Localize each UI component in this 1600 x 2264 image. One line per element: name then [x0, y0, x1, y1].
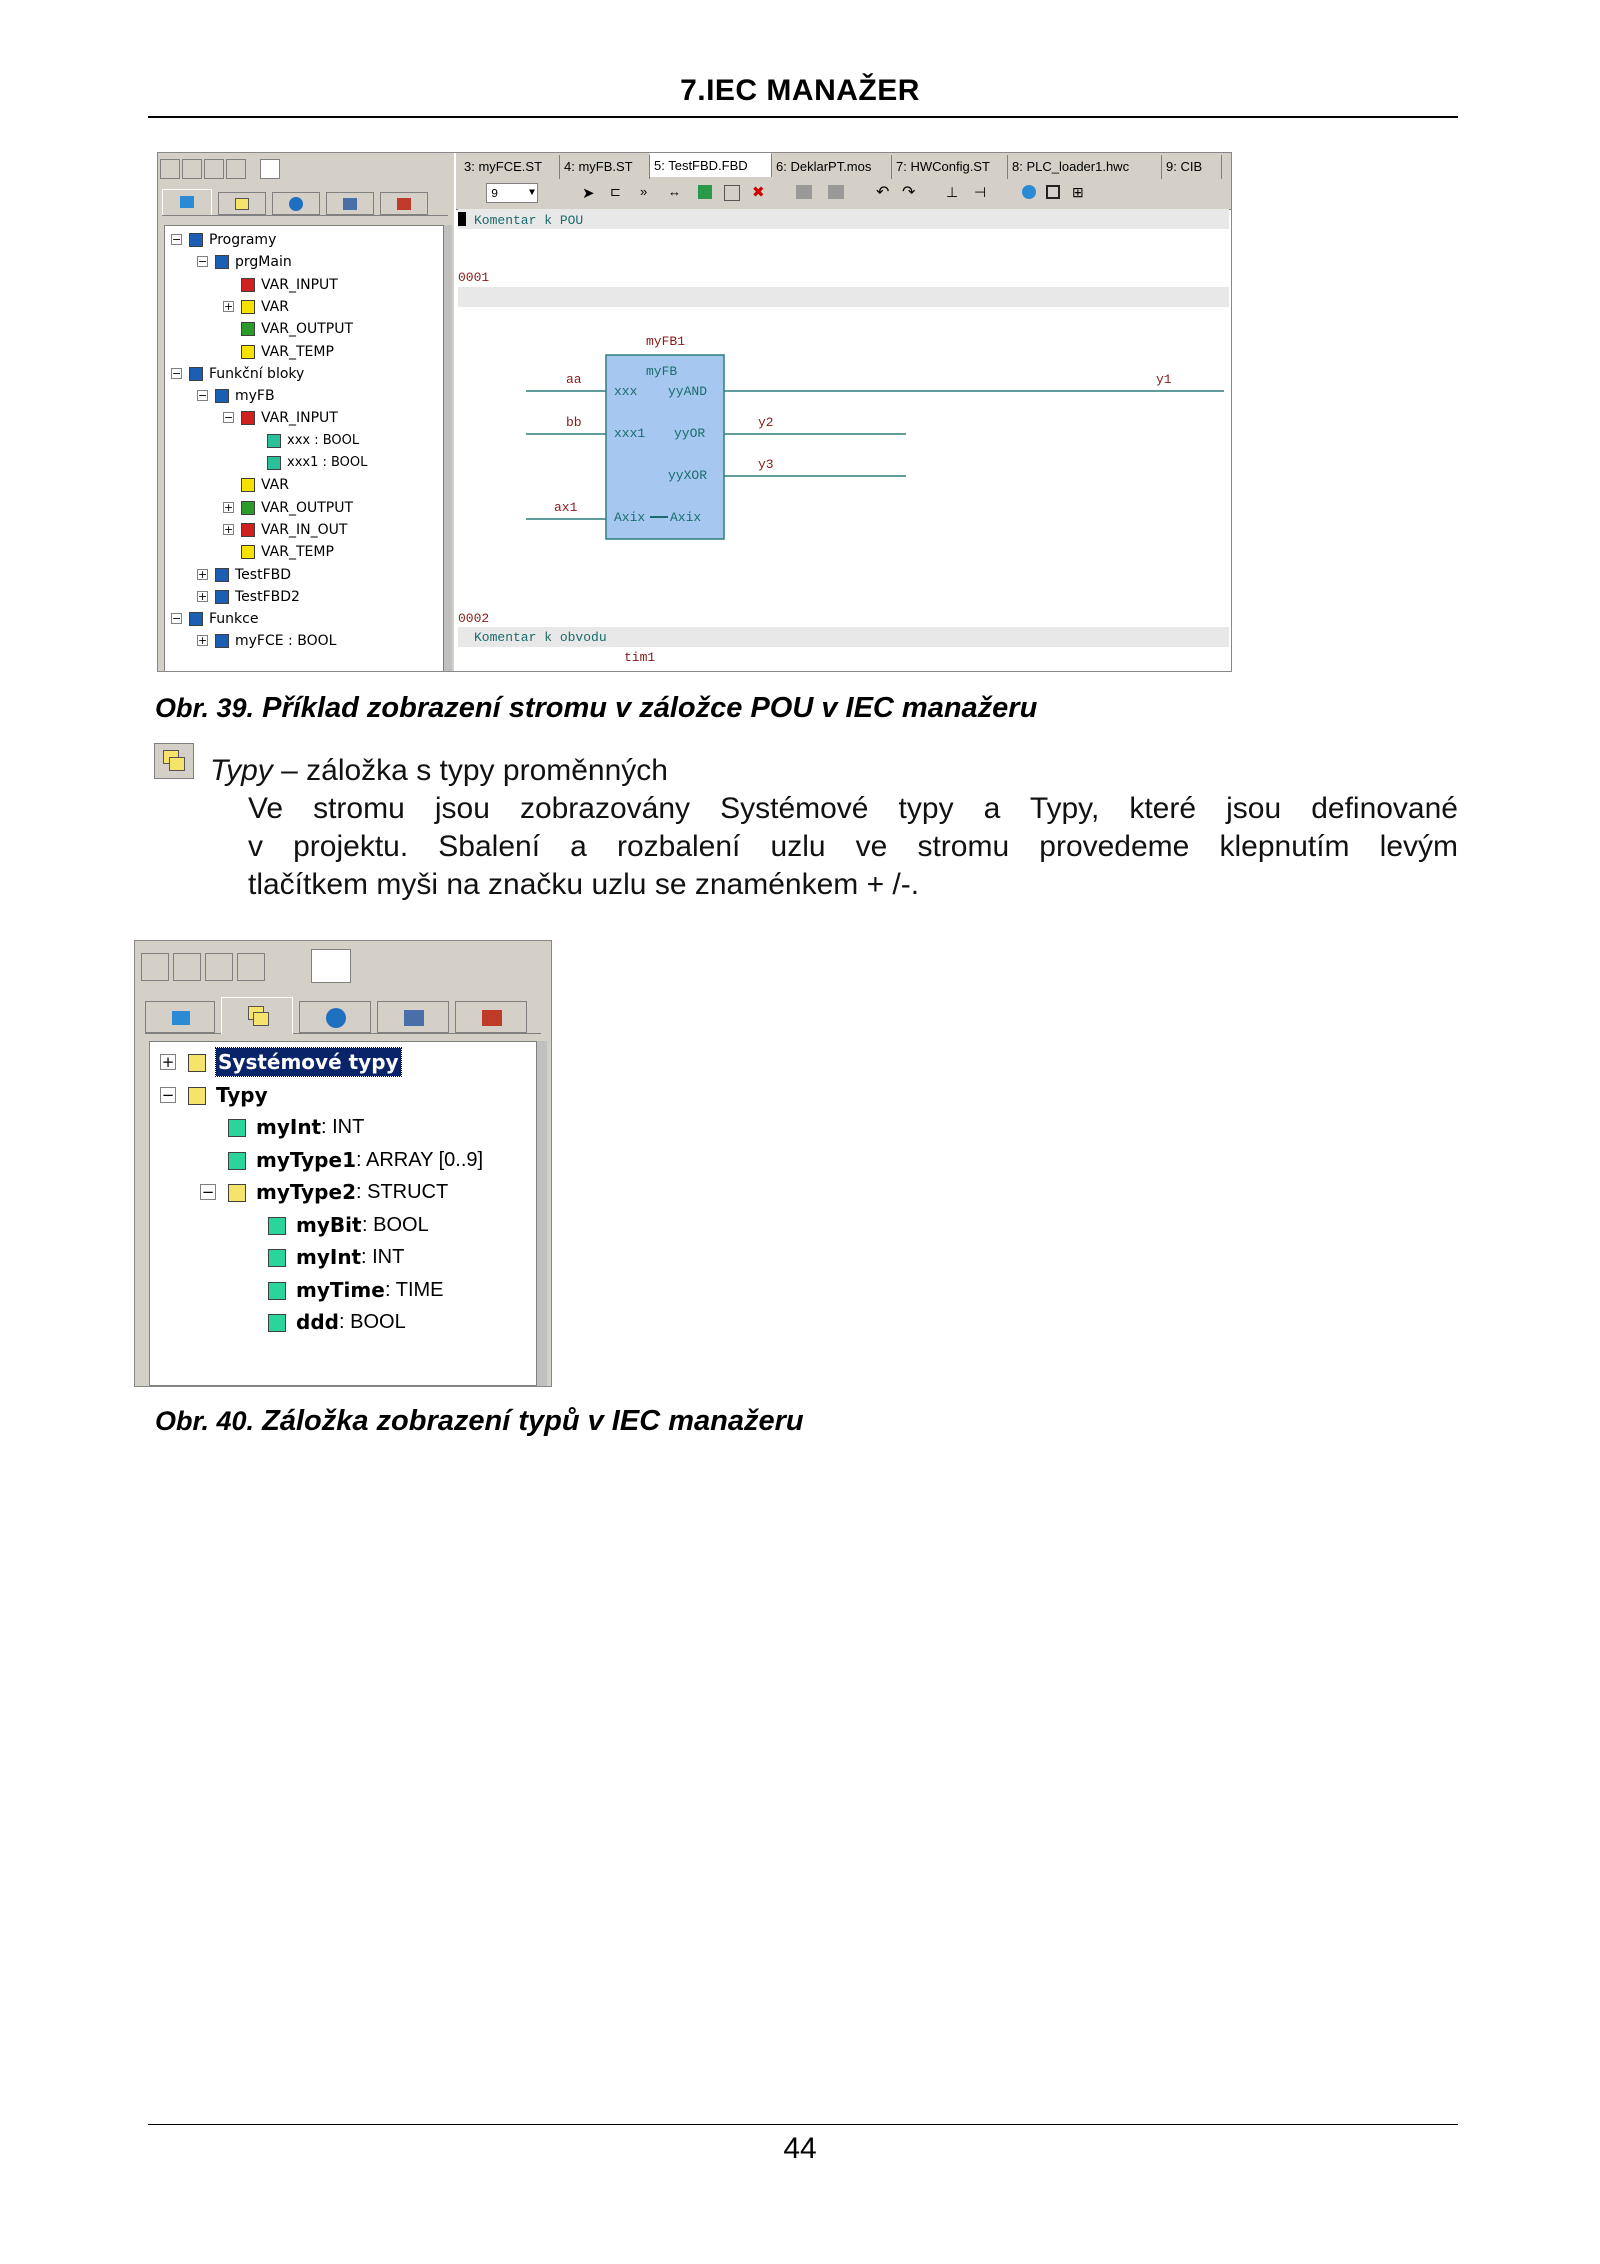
- type-icon: [268, 1282, 286, 1300]
- pou-comment: Komentar k POU: [474, 213, 584, 228]
- tab-types[interactable]: [221, 997, 293, 1034]
- type-definition: : BOOL: [339, 1311, 406, 1333]
- align-icon[interactable]: ⊥: [946, 184, 959, 200]
- splitter-2[interactable]: [537, 1041, 547, 1386]
- node-icon: [189, 367, 203, 381]
- pin-yyor: yyOR: [674, 426, 706, 441]
- input-ax1: ax1: [554, 500, 578, 515]
- network-number-1: 0001: [458, 270, 490, 285]
- editor-tab[interactable]: 3: myFCE.ST: [460, 155, 560, 179]
- type-name: Systémové typy: [218, 1050, 399, 1074]
- caption-text: Příklad zobrazení stromu v záložce POU v IEC manažeru: [262, 692, 1038, 724]
- bug-icon[interactable]: [226, 159, 246, 179]
- type-definition: : INT: [361, 1246, 405, 1268]
- footer-rule: [148, 2124, 1458, 2125]
- tab-hw[interactable]: [326, 192, 374, 215]
- panel-toolbar: [160, 157, 300, 183]
- type-definition: : ARRAY [0..9]: [356, 1148, 484, 1171]
- tree-item-label: VAR_IN_OUT: [261, 521, 348, 538]
- expand-icon[interactable]: +: [198, 567, 208, 581]
- align2-icon[interactable]: ⊣: [974, 184, 987, 200]
- pin-axix-in: Axix: [614, 510, 646, 525]
- type-icon: [268, 1217, 286, 1235]
- type-definition: : TIME: [385, 1278, 444, 1301]
- type-icon: [268, 1249, 286, 1267]
- figure-39-caption: [155, 692, 1037, 725]
- tab-types[interactable]: [218, 192, 266, 215]
- output-y1: y1: [1156, 372, 1172, 387]
- tab-hw[interactable]: [377, 1001, 449, 1033]
- node-icon: [267, 456, 281, 470]
- section-heading: [210, 752, 668, 790]
- section-title-rest: – záložka s typy proměnných: [272, 754, 668, 787]
- type-definition: : STRUCT: [356, 1181, 449, 1203]
- pin-xxx: xxx: [614, 384, 638, 399]
- network-number-2: 0002: [458, 611, 490, 626]
- type-name: myType2: [256, 1180, 356, 1204]
- expand-icon[interactable]: +: [224, 500, 234, 514]
- delete-icon[interactable]: ✖: [752, 184, 765, 201]
- collapse-icon[interactable]: −: [172, 612, 182, 626]
- tab-global[interactable]: [272, 192, 320, 215]
- figure-40-caption: [155, 1405, 804, 1438]
- tree-item-label: VAR: [261, 477, 289, 494]
- pin-xxx1: xxx1: [614, 426, 646, 441]
- collapse-icon[interactable]: −: [201, 1183, 215, 1201]
- node-icon: [241, 345, 255, 359]
- zoom-value: 9: [491, 187, 499, 201]
- iec-icon[interactable]: [311, 949, 351, 983]
- insert-icon[interactable]: [724, 185, 740, 201]
- chevron-down-icon: ▼: [528, 188, 535, 199]
- page-header-title: 7.IEC MANAŽER: [680, 74, 920, 107]
- editor-tab[interactable]: 9: CIB: [1162, 155, 1222, 179]
- pin-axix-out: Axix: [670, 510, 702, 525]
- editor-tab[interactable]: 6: DeklarPT.mos: [772, 155, 892, 179]
- caption-text: Záložka zobrazení typů v IEC manažeru: [262, 1405, 804, 1437]
- panel-toolbar-2: [141, 949, 361, 985]
- tree-item-label: TestFBD: [235, 566, 292, 583]
- node-icon: [215, 590, 229, 604]
- node-icon: [241, 411, 255, 425]
- library-icon: [397, 198, 411, 210]
- node-icon: [215, 634, 229, 648]
- output-y3: y3: [758, 457, 774, 472]
- para-line-1: Ve stromu jsou zobrazovány Systémové typy a Typy, které jsou definované: [248, 792, 1458, 825]
- tree-item-label: prgMain: [235, 254, 292, 271]
- node-icon: [241, 501, 255, 515]
- splitter[interactable]: [444, 225, 452, 671]
- network-1-bar: [458, 287, 1229, 307]
- tab-library[interactable]: [455, 1001, 527, 1033]
- network-icon[interactable]: [796, 185, 812, 199]
- node-icon: [241, 478, 255, 492]
- tree-item-label: VAR_OUTPUT: [261, 321, 354, 338]
- circuit-comment: Komentar k obvodu: [474, 630, 607, 645]
- tree-item-label: Funkce: [209, 611, 259, 628]
- input-bb: bb: [566, 415, 582, 430]
- collapse-icon[interactable]: −: [172, 233, 182, 246]
- return-icon[interactable]: ↔: [668, 184, 681, 199]
- expand-icon[interactable]: +: [198, 634, 208, 648]
- caption-number: Obr. 39.: [155, 693, 255, 723]
- node-icon: [267, 434, 281, 448]
- fbd-canvas: [456, 209, 1231, 671]
- panel-tabs-2: [145, 997, 541, 1034]
- tree-item-label: TestFBD2: [235, 588, 300, 605]
- open-folder-icon[interactable]: [173, 953, 201, 981]
- instance-name: myFB1: [646, 334, 686, 349]
- undo-icon[interactable]: ↶: [876, 184, 890, 201]
- project-panel: [158, 153, 454, 671]
- copy-icon[interactable]: [204, 159, 224, 179]
- type-name: myTime: [296, 1277, 385, 1302]
- types-icon-back: [253, 1012, 269, 1026]
- node-icon: [189, 612, 203, 626]
- hardware-icon: [343, 198, 357, 210]
- editor-tab[interactable]: 8: PLC_loader1.hwc: [1008, 155, 1162, 179]
- globe-icon: [289, 197, 303, 211]
- globe-icon: [326, 1008, 346, 1028]
- collapse-icon[interactable]: −: [224, 411, 234, 425]
- iec-icon[interactable]: [260, 159, 280, 179]
- files-icon[interactable]: [141, 953, 169, 981]
- folder-types-icon: [188, 1087, 206, 1105]
- block-icon[interactable]: [698, 185, 712, 199]
- para-line-2: v projektu. Sbalení a rozbalení uzlu ve stromu provedeme klepnutím levým: [248, 830, 1458, 863]
- type-icon: [228, 1119, 246, 1137]
- types-icon: [154, 743, 194, 779]
- node-icon: [215, 568, 229, 582]
- library-icon: [482, 1010, 502, 1026]
- caption-number: Obr. 40.: [155, 1406, 255, 1436]
- next-label: tim1: [624, 650, 656, 665]
- collapse-icon[interactable]: −: [172, 366, 182, 380]
- tab-global[interactable]: [299, 1001, 371, 1033]
- editor-tab[interactable]: 5: TestFBD.FBD: [650, 153, 772, 177]
- node-icon: [241, 545, 255, 559]
- panel-tabs: [162, 189, 448, 216]
- type-name: myInt: [256, 1115, 322, 1139]
- collapse-icon[interactable]: −: [198, 255, 208, 269]
- tree-item-label: VAR_INPUT: [261, 410, 338, 427]
- jump-icon[interactable]: »: [640, 184, 648, 199]
- pou-tree: [164, 225, 444, 672]
- figure-39-screenshot: [157, 152, 1232, 672]
- tree-item-label: VAR_TEMP: [261, 544, 334, 561]
- grid-icon[interactable]: ⊞: [1072, 184, 1084, 200]
- pin-yyxor: yyXOR: [668, 468, 708, 483]
- node-icon: [241, 300, 255, 314]
- node-icon: [241, 523, 255, 537]
- tree-item-label: Funkční bloky: [209, 365, 305, 382]
- type-definition: : BOOL: [362, 1213, 429, 1236]
- editor-tab-strip: [456, 153, 1231, 179]
- cursor-mark: [458, 212, 466, 226]
- tree-item-label: xxx1 : BOOL: [287, 455, 368, 470]
- type-name: Typy: [216, 1082, 268, 1107]
- type-icon: [228, 1184, 246, 1202]
- tree-item-label: VAR_INPUT: [261, 276, 338, 293]
- node-icon: [215, 255, 229, 269]
- node-icon: [241, 278, 255, 292]
- open-folder-icon[interactable]: [182, 159, 202, 179]
- tree-item-label: myFCE : BOOL: [235, 633, 337, 650]
- window-icon[interactable]: [1046, 185, 1060, 199]
- wire-icon[interactable]: ⊏: [610, 184, 621, 199]
- page-number: 44: [783, 2132, 817, 2165]
- editor-toolbar: [456, 179, 1231, 210]
- type-name: myType1: [256, 1147, 356, 1172]
- expand-icon[interactable]: +: [224, 522, 234, 536]
- folder-types-icon: [188, 1054, 206, 1072]
- node-icon: [215, 389, 229, 403]
- section-title: Typy: [210, 754, 273, 787]
- pointer-icon[interactable]: ➤: [582, 185, 595, 202]
- tree-item-label: myFB: [235, 388, 275, 405]
- files-icon[interactable]: [160, 159, 180, 179]
- zoom-select[interactable]: [486, 183, 538, 203]
- types-icon: [235, 198, 249, 210]
- tab-pou[interactable]: [162, 189, 212, 215]
- redo-icon[interactable]: ↷: [902, 184, 916, 201]
- tree-item-label: VAR_TEMP: [261, 343, 334, 360]
- node-icon: [189, 233, 203, 247]
- input-aa: aa: [566, 372, 582, 387]
- type-name: myInt: [296, 1245, 362, 1269]
- type-name: myBit: [296, 1212, 362, 1237]
- tree-item-label: VAR_OUTPUT: [261, 499, 354, 516]
- tree-item-label: Programy: [209, 232, 277, 248]
- editor-tab[interactable]: 7: HWConfig.ST: [892, 155, 1008, 179]
- tab-library[interactable]: [380, 192, 428, 215]
- bug-icon[interactable]: [237, 953, 265, 981]
- tree-item-label: xxx : BOOL: [287, 432, 360, 448]
- expand-icon[interactable]: +: [161, 1053, 175, 1071]
- type-icon: [268, 1314, 286, 1332]
- types-tree: [149, 1041, 537, 1386]
- pou-icon: [172, 1011, 190, 1025]
- fbd-editor: [456, 153, 1231, 671]
- network2-icon[interactable]: [828, 185, 844, 199]
- collapse-icon[interactable]: −: [198, 389, 208, 403]
- node-icon: [241, 322, 255, 336]
- online-icon[interactable]: [1022, 185, 1036, 199]
- copy-icon[interactable]: [205, 953, 233, 981]
- editor-tab[interactable]: 4: myFB.ST: [560, 155, 650, 179]
- type-definition: : INT: [321, 1116, 365, 1138]
- expand-icon[interactable]: +: [224, 299, 234, 313]
- block-type: myFB: [646, 364, 678, 379]
- hardware-icon: [404, 1010, 424, 1026]
- figure-40-screenshot: [134, 940, 552, 1387]
- expand-icon[interactable]: +: [198, 589, 208, 603]
- output-y2: y2: [758, 415, 774, 430]
- type-name: ddd: [296, 1310, 339, 1334]
- tree-item-label: VAR: [261, 298, 289, 315]
- pou-icon: [180, 196, 194, 208]
- type-icon: [228, 1152, 246, 1170]
- header-rule: [148, 116, 1458, 118]
- tab-pou[interactable]: [145, 1001, 215, 1033]
- collapse-icon[interactable]: −: [161, 1085, 175, 1104]
- pin-yyand: yyAND: [668, 384, 708, 399]
- para-line-3: tlačítkem myši na značku uzlu se znaménkem + /-.: [248, 868, 920, 901]
